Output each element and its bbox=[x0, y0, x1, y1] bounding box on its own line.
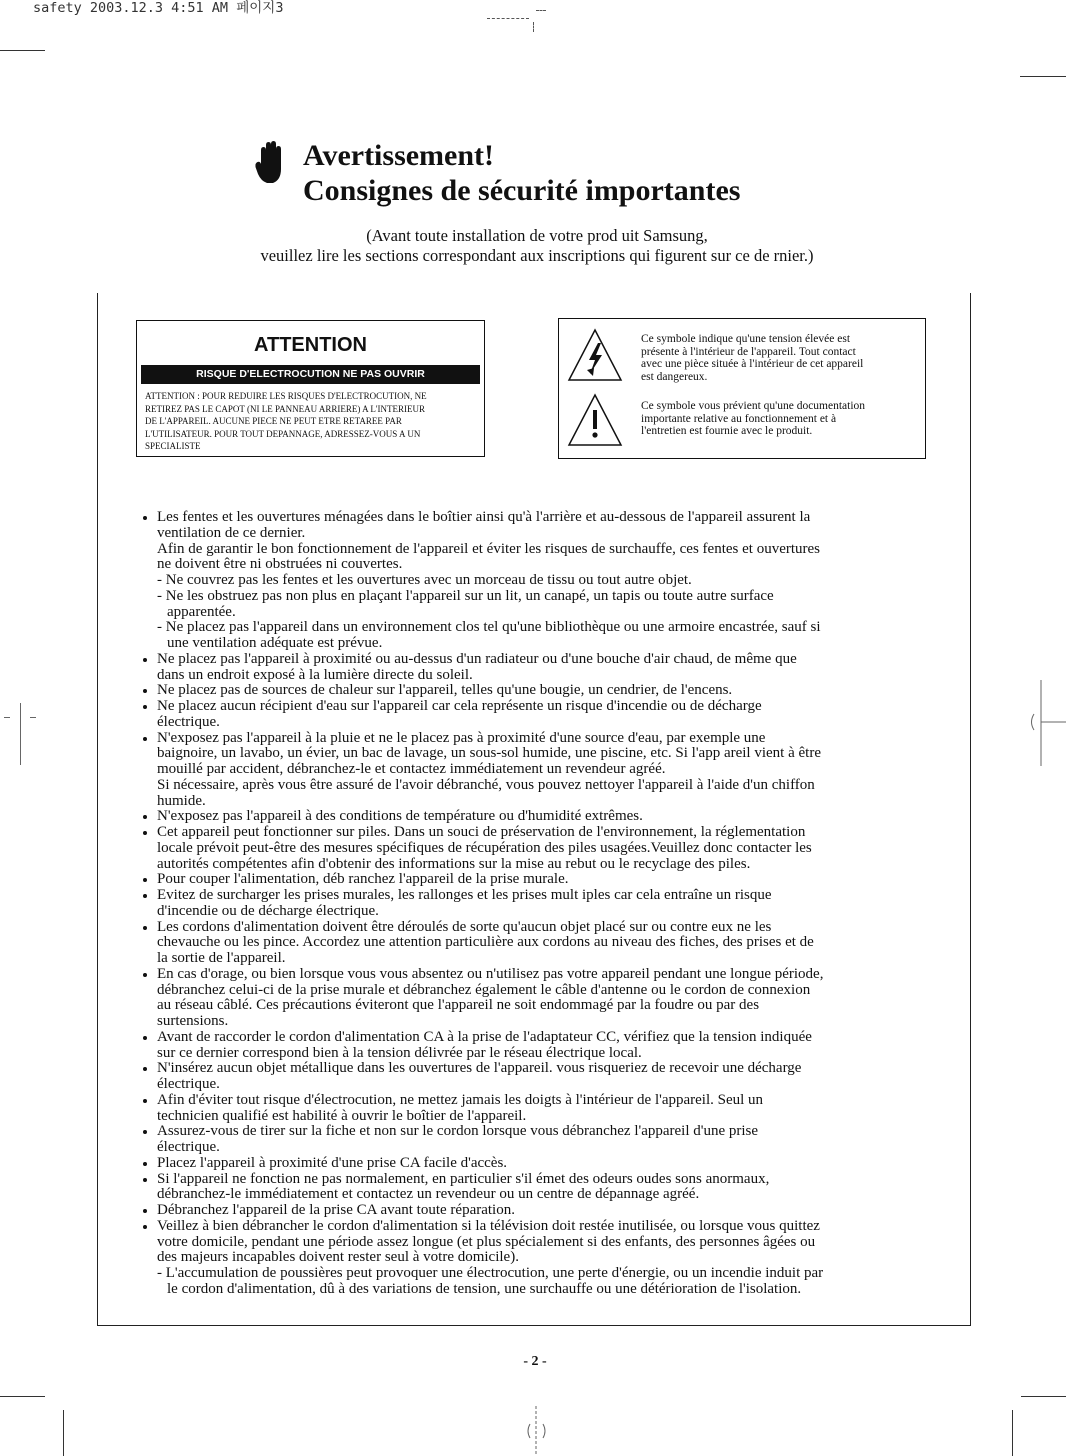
safety-line: N'exposez pas l'appareil à des conditions de température ou d'humidité extrêmes. bbox=[157, 809, 957, 825]
safety-line: Veillez à bien débrancher le cordon d'alimentation si la télévision doit restée inutilisée, ou lorsque vous quittez bbox=[157, 1219, 957, 1235]
title-line-1: Avertissement! bbox=[303, 139, 495, 172]
attention-banner: RISQUE D'ELECTROCUTION NE PAS OUVRIR bbox=[141, 365, 480, 384]
safety-item bbox=[157, 510, 957, 652]
safety-line: Afin de garantir le bon fonctionnement de l'appareil et éviter les risques de surchauffe, ces fentes et ouvertures bbox=[157, 540, 821, 557]
safety-line: Pour couper l'alimentation, déb ranchez l'appareil de la prise murale. bbox=[157, 872, 957, 888]
safety-line: Placez l'appareil à proximité d'une prise CA facile d'accès. bbox=[157, 1156, 957, 1172]
safety-line: humide. bbox=[157, 792, 206, 809]
safety-line: débranchez-le immédiatement et contactez un revendeur ou un centre de dépannage agréé. bbox=[157, 1186, 700, 1203]
safety-item bbox=[157, 1219, 957, 1298]
safety-line: Les cordons d'alimentation doivent être déroulés de sorte qu'aucun objet placé sur ou contre eux ne les bbox=[157, 920, 957, 936]
intro-note bbox=[8, 226, 1066, 266]
safety-line: des majeurs incapables doivent rester seul à votre domicile). bbox=[157, 1249, 519, 1266]
safety-instructions-list bbox=[157, 510, 957, 1298]
registration-mark-bottom bbox=[522, 1406, 552, 1456]
safety-line: locale prévoit peut-être des mesures spécifiques de récupération des piles usagées.Veuillez donc contacter les bbox=[157, 839, 812, 856]
safety-line: débranchez celui-ci de la prise murale et débranchez également le câble d'antenne ou le cordon de connexion bbox=[157, 981, 811, 998]
attention-text-line: ATTENTION : POUR REDUIRE LES RISQUES D'ELECTROCUTION, NE bbox=[145, 391, 427, 401]
safety-line: au réseau câblé. Ces précautions éviteront que l'appareil ne soit endommagé par la foudre ou par des bbox=[157, 997, 760, 1014]
crop-mark-bottom-right bbox=[1021, 1396, 1066, 1397]
crop-mark-bottom-right-vertical bbox=[1012, 1410, 1013, 1456]
safety-line: technicien qualifié est habilité à ouvrir le boîtier de l'appareil. bbox=[157, 1107, 527, 1124]
safety-item bbox=[157, 809, 957, 825]
attention-label-box bbox=[136, 320, 485, 457]
symbol-text-line: l'entretien est fournie avec le produit. bbox=[641, 425, 813, 437]
safety-item bbox=[157, 652, 957, 684]
attention-text-line: RETIREZ PAS LE CAPOT (NI LE PANNEAU ARRIERE) A L'INTERIEUR bbox=[145, 403, 426, 414]
safety-line: Ne placez aucun récipient d'eau sur l'appareil car cela représente un risque d'incendie ou de décharge bbox=[157, 699, 957, 715]
safety-line: En cas d'orage, ou bien lorsque vous vous absentez ou n'utilisez pas votre appareil pendant une longue période, bbox=[157, 967, 957, 983]
crop-mark-top-left bbox=[0, 50, 45, 51]
safety-line: Avant de raccorder le cordon d'alimentation CA à la prise de l'adaptateur CC, vérifiez que la tension indiquée bbox=[157, 1030, 957, 1046]
safety-item bbox=[157, 1093, 957, 1125]
safety-subitem-line: - Ne placez pas l'appareil dans un environnement clos tel qu'une bibliothèque ou une armoire encastrée, sauf si bbox=[157, 619, 821, 636]
safety-subitem-line: le cordon d'alimentation, dû à des variations de tension, une surchauffe ou une détérioration de l'isolation. bbox=[167, 1280, 802, 1297]
crop-mark-bottom-left bbox=[0, 1396, 45, 1397]
safety-subitem-line: - L'accumulation de poussières peut provoquer une électrocution, une perte d'énergie, ou un incendie induit par bbox=[157, 1265, 824, 1281]
print-slug: safety 2003.12.3 4:51 AM 페이지3 bbox=[33, 0, 284, 16]
crop-mark-bottom-left-vertical bbox=[63, 1410, 64, 1456]
safety-item bbox=[157, 888, 957, 920]
registration-mark-top bbox=[487, 18, 529, 19]
safety-line: électrique. bbox=[157, 1139, 220, 1155]
safety-line: baignoire, un lavabo, un évier, un bac de lavage, un sous-sol humide, une piscine, etc. Si l'app areil vient à être bbox=[157, 745, 821, 762]
registration-mark-left-tick bbox=[30, 717, 36, 718]
safety-line: mouillé par accident, débranchez-le et contactez immédiatement un revendeur agréé. bbox=[157, 761, 666, 777]
intro-line-1: (Avant toute installation de votre prod uit Samsung, bbox=[366, 226, 708, 245]
attention-heading: ATTENTION bbox=[254, 334, 367, 356]
safety-item bbox=[157, 731, 957, 810]
crop-mark-top-right bbox=[1020, 76, 1066, 77]
intro-line-2: veuillez lire les sections correspondant aux inscriptions qui figurent sur ce de rnier.) bbox=[260, 246, 814, 265]
title-line-2: Consignes de sécurité importantes bbox=[303, 174, 741, 207]
symbols-legend-box bbox=[558, 318, 926, 459]
safety-subitem-line: apparentée. bbox=[167, 603, 236, 620]
safety-line: électrique. bbox=[157, 713, 220, 730]
attention-text-line: L'UTILISATEUR. POUR TOUT DEPANNAGE, ADRESSEZ-VOUS A UN bbox=[145, 428, 421, 439]
safety-line: électrique. bbox=[157, 1076, 220, 1092]
safety-line: ventilation de ce dernier. bbox=[157, 524, 306, 541]
exclamation-triangle-icon bbox=[567, 393, 623, 447]
safety-line: sur ce dernier correspond bien à la tension délivrée par le réseau électrique local. bbox=[157, 1044, 642, 1061]
safety-line: Afin d'éviter tout risque d'électrocution, ne mettez jamais les doigts à l'intérieur de l'appareil. Seul un bbox=[157, 1093, 957, 1109]
warning-hand-icon bbox=[255, 140, 283, 184]
safety-line: surtensions. bbox=[157, 1013, 229, 1029]
safety-item bbox=[157, 1172, 957, 1204]
safety-item bbox=[157, 825, 957, 872]
safety-subitem-line: - Ne couvrez pas les fentes et les ouvertures avec un morceau de tissu ou tout autre objet. bbox=[157, 572, 692, 588]
symbol-text-line: présente à l'intérieur de l'appareil. Tout contact bbox=[641, 345, 856, 358]
safety-line: ne doivent être ni obstruées ni couvertes. bbox=[157, 556, 403, 573]
safety-line: votre domicile, pendant une période assez longue (et plus spécialement si des enfants, des personnes âgées ou bbox=[157, 1233, 816, 1250]
safety-line: Assurez-vous de tirer sur la fiche et non sur le cordon lorsque vous débranchez l'appareil d'une prise bbox=[157, 1124, 957, 1140]
safety-line: N'exposez pas l'appareil à la pluie et ne le placez pas à proximité d'une source d'eau, par exemple une bbox=[157, 731, 957, 747]
safety-line: dans un endroit exposé à la lumière directe du soleil. bbox=[157, 666, 473, 683]
symbol-text-line: importante relative au fonctionnement et à bbox=[641, 412, 837, 425]
safety-item bbox=[157, 683, 957, 699]
safety-line: autorités compétentes afin d'obtenir des informations sur la mise au rebut ou le recyclage des piles. bbox=[157, 855, 751, 872]
safety-item bbox=[157, 1156, 957, 1172]
safety-line: Débranchez l'appareil de la prise CA avant toute réparation. bbox=[157, 1203, 957, 1219]
page-title bbox=[303, 138, 740, 208]
registration-mark-top-tick bbox=[536, 10, 546, 11]
safety-item bbox=[157, 920, 957, 967]
safety-item bbox=[157, 1061, 957, 1093]
safety-line: la sortie de l'appareil. bbox=[157, 950, 286, 966]
registration-mark-left bbox=[20, 703, 21, 765]
registration-mark-left-tick bbox=[4, 717, 10, 718]
page-number: - 2 - bbox=[523, 1354, 547, 1369]
safety-line: Les fentes et les ouvertures ménagées dans le boîtier ainsi qu'à l'arrière et au-dessous de l'appareil assurent la bbox=[157, 510, 957, 526]
safety-line: Si nécessaire, après vous être assuré de l'avoir débranché, vous pouvez nettoyer l'appareil à l'aide d'un chiffon bbox=[157, 776, 815, 793]
symbol-text-line: Ce symbole vous prévient qu'une documentation bbox=[641, 400, 866, 412]
documentation-description bbox=[641, 400, 865, 438]
attention-text-line: DE L'APPAREIL. AUCUNE PIECE NE PEUT ETRE RETAREE PAR bbox=[145, 416, 402, 426]
safety-line: Evitez de surcharger les prises murales, les rallonges et les prises mult iples car cela entraîne un risque bbox=[157, 888, 957, 904]
safety-subitem-line: - Ne les obstruez pas non plus en plaçant l'appareil sur un lit, un canapé, un tapis ou toute autre surface bbox=[157, 587, 774, 604]
safety-line: Si l'appareil ne fonction ne pas normalement, en particulier s'il émet des odeurs oudes sons anormaux, bbox=[157, 1172, 957, 1188]
registration-mark-top-stem bbox=[533, 22, 534, 32]
safety-subitem-line: une ventilation adéquate est prévue. bbox=[167, 635, 383, 651]
safety-line: N'insérez aucun objet métallique dans les ouvertures de l'appareil. vous risqueriez de recevoir une décharge bbox=[157, 1061, 957, 1077]
safety-item bbox=[157, 967, 957, 1030]
high-voltage-description bbox=[641, 333, 863, 383]
safety-item bbox=[157, 1030, 957, 1062]
registration-mark-right bbox=[1026, 680, 1066, 766]
symbol-text-line: Ce symbole indique qu'une tension élevée est bbox=[641, 333, 851, 345]
symbol-text-line: avec une pièce située à l'intérieur de cet appareil bbox=[641, 358, 864, 370]
safety-item bbox=[157, 1203, 957, 1219]
safety-line: Ne placez pas de sources de chaleur sur l'appareil, telles qu'une bougie, un cendrier, de l'encens. bbox=[157, 683, 957, 699]
safety-item bbox=[157, 1124, 957, 1156]
symbol-text-line: est dangereux. bbox=[641, 370, 708, 383]
safety-line: chevauche ou les pince. Accordez une attention particulière aux cordons au niveau des fiches, des prises et de bbox=[157, 934, 814, 951]
safety-line: d'incendie ou de décharge électrique. bbox=[157, 902, 379, 919]
safety-item bbox=[157, 699, 957, 731]
safety-item bbox=[157, 872, 957, 888]
attention-text-line: SPECIALISTE bbox=[145, 441, 201, 451]
attention-text bbox=[145, 390, 427, 453]
safety-line: Cet appareil peut fonctionner sur piles. Dans un souci de préservation de l'environnement, la réglementation bbox=[157, 825, 957, 841]
lightning-triangle-icon bbox=[567, 328, 623, 382]
safety-line: Ne placez pas l'appareil à proximité ou au-dessus d'un radiateur ou d'une bouche d'air chaud, de même que bbox=[157, 652, 957, 668]
